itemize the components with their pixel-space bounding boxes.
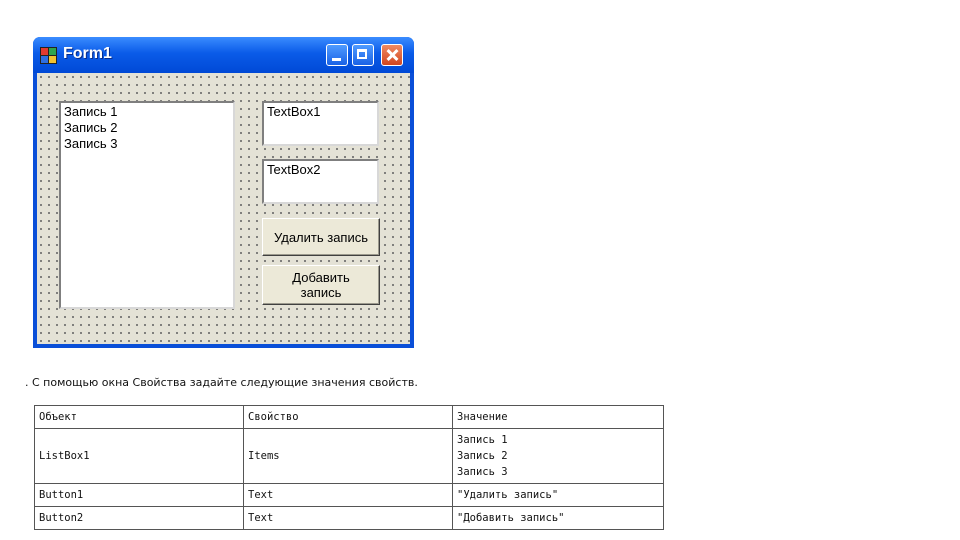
delete-record-button[interactable] (262, 218, 380, 256)
list-item[interactable]: Запись 3 (64, 136, 118, 151)
cell-value-line: Запись 1 (457, 434, 508, 446)
cell-value: "Добавить запись" (453, 507, 664, 530)
add-record-button[interactable] (262, 265, 380, 305)
form-app-icon (40, 47, 57, 64)
cell-property: Text (244, 507, 453, 530)
list-item[interactable]: Запись 2 (64, 120, 118, 135)
add-record-label: Добавить запись (292, 270, 350, 300)
cell-value-line: Запись 2 (457, 450, 508, 462)
table-header-row (35, 406, 664, 429)
minimize-button[interactable] (326, 44, 348, 66)
textbox1[interactable]: TextBox1 (262, 101, 379, 146)
properties-table (34, 405, 664, 530)
form-client-area (37, 73, 410, 344)
window-title: Form1 (63, 45, 112, 62)
textbox2[interactable]: TextBox2 (262, 159, 379, 204)
cell-value: "Удалить запись" (453, 484, 664, 507)
header-value: Значение (453, 406, 664, 429)
list-item[interactable]: Запись 1 (64, 104, 118, 119)
close-button[interactable] (381, 44, 403, 66)
cell-object: ListBox1 (35, 429, 244, 484)
table-row (35, 429, 664, 484)
maximize-button[interactable] (352, 44, 374, 66)
table-row (35, 484, 664, 507)
form1-window (33, 37, 414, 348)
delete-record-label: Удалить запись (273, 229, 368, 245)
header-object: Объект (35, 406, 244, 429)
cell-value (453, 429, 664, 484)
listbox1[interactable] (59, 101, 235, 309)
cell-object: Button1 (35, 484, 244, 507)
table-row (35, 507, 664, 530)
title-bar[interactable] (33, 37, 414, 73)
cell-value-line: Запись 3 (457, 466, 508, 478)
cell-property: Text (244, 484, 453, 507)
cell-object: Button2 (35, 507, 244, 530)
instruction-text: . С помощью окна Свойства задайте следующие значения свойств. (25, 376, 418, 389)
cell-property: Items (244, 429, 453, 484)
header-property: Свойство (244, 406, 453, 429)
